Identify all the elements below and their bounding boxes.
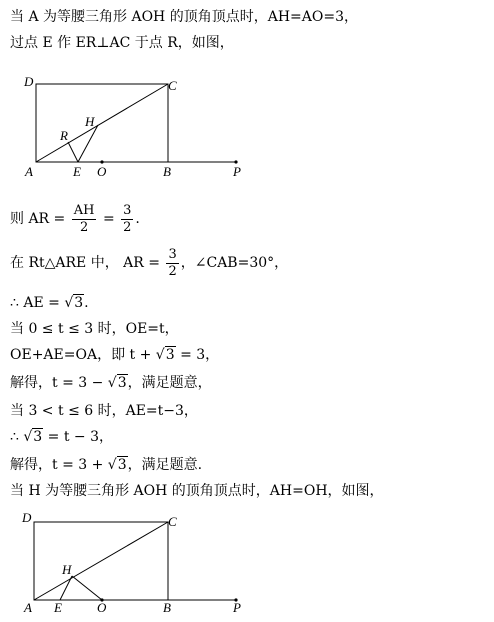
line-er	[68, 142, 78, 162]
label-b: B	[163, 164, 171, 179]
line-he-2	[60, 576, 72, 600]
line-ho-2	[72, 576, 102, 600]
text-line-1: 当 A 为等腰三角形 AOH 的顶角顶点时，AH=AO=3，	[10, 9, 358, 25]
label-p-2: P	[233, 600, 241, 615]
label-c-2: C	[168, 514, 177, 529]
label-r: R	[60, 128, 68, 143]
text-line-6: 当 0 ≤ t ≤ 3 时，OE=t，	[10, 321, 179, 337]
label-e: E	[73, 164, 81, 179]
line-he	[78, 125, 98, 162]
label-d-2: D	[22, 510, 32, 525]
figure-1	[0, 72, 260, 182]
label-b-2: B	[163, 600, 171, 615]
label-d: D	[24, 74, 34, 89]
label-c: C	[168, 78, 177, 93]
label-a: A	[25, 164, 33, 179]
text-line-12: 当 H 为等腰三角形 AOH 的顶角顶点时，AH=OH，如图，	[10, 483, 384, 499]
text-line-7: OE+AE=OA，即 t + √3 = 3，	[10, 347, 220, 363]
text-line-5: ∴ AE = √3.	[10, 295, 89, 311]
label-o: O	[97, 164, 107, 179]
text-line-3: 则 AR = $\frac{AH}{2}$ = $\frac{3}{2}$ .	[10, 202, 140, 235]
line-ac	[36, 84, 168, 162]
text-line-10: ∴ √3 = t − 3，	[10, 429, 114, 445]
label-o-2: O	[97, 600, 107, 615]
label-h: H	[85, 114, 95, 129]
figure-2	[0, 510, 260, 622]
label-a-2: A	[24, 600, 32, 615]
label-p: P	[233, 164, 241, 179]
label-e-2: E	[54, 600, 62, 615]
text-line-8: 解得，t = 3 − √3，满足题意，	[10, 375, 212, 391]
text-line-11: 解得，t = 3 + √3，满足题意.	[10, 457, 203, 473]
text-line-4: 在 Rt△ARE 中， AR = $\frac{3}{2}$ ，∠CAB=30°，	[10, 246, 289, 279]
text-line-2: 过点 E 作 ER⊥AC 于点 R，如图，	[10, 35, 234, 51]
line-ac-2	[34, 522, 168, 600]
label-h-2: H	[62, 562, 72, 577]
text-line-9: 当 3 < t ≤ 6 时，AE=t−3，	[10, 403, 198, 419]
